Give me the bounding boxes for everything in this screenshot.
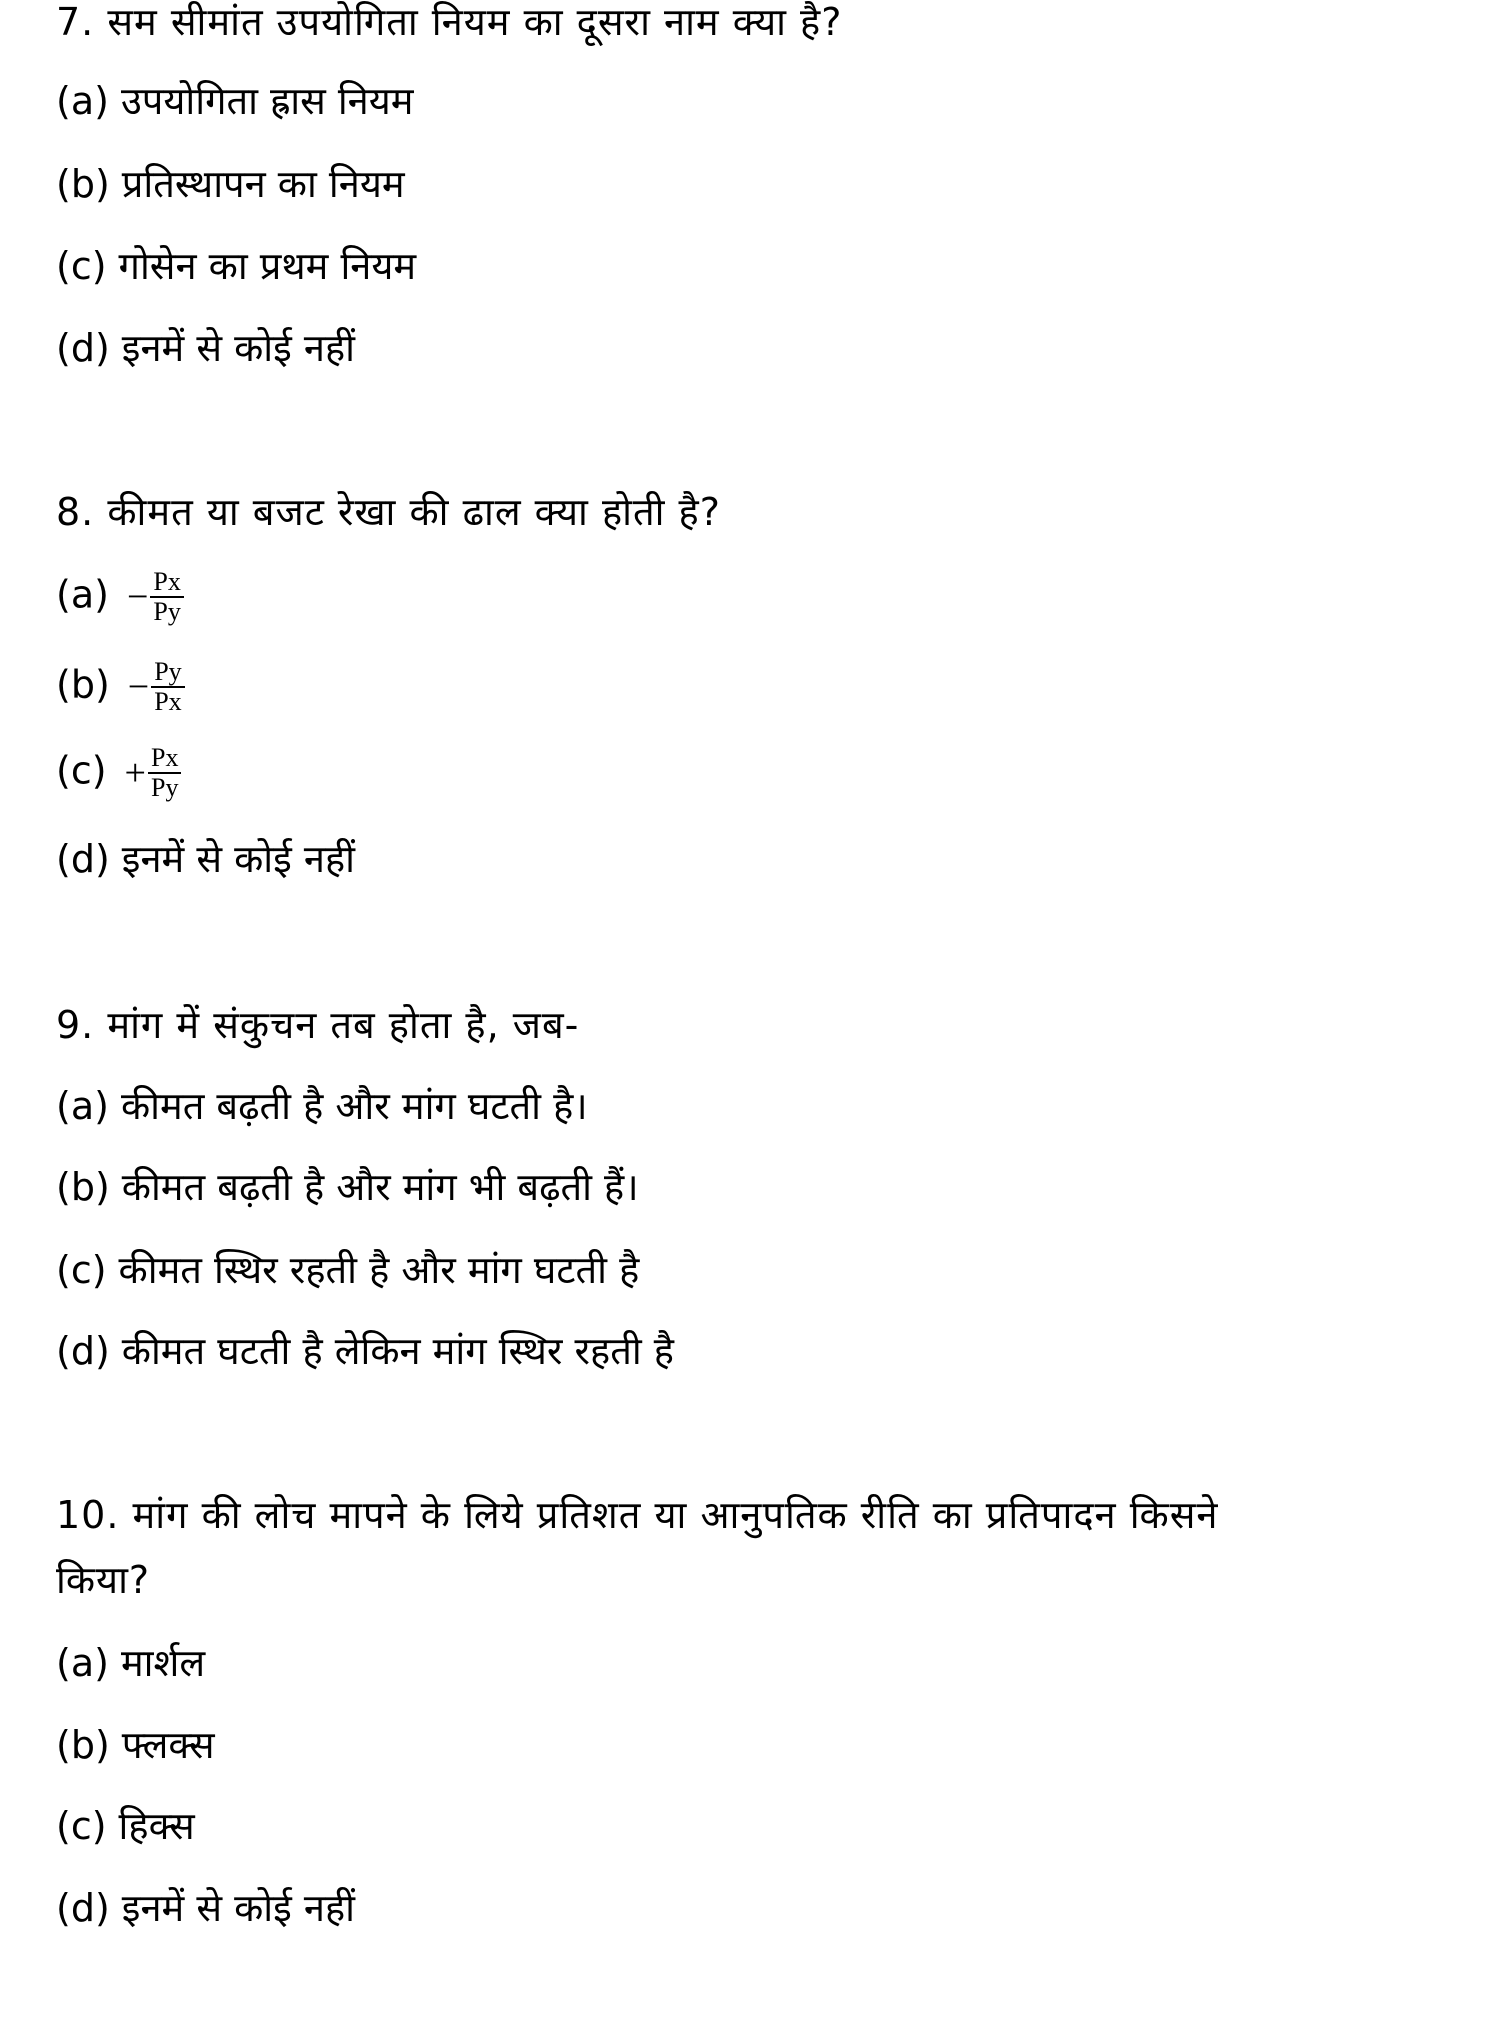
question-7	[56, 0, 842, 46]
option-7a	[56, 77, 414, 125]
question-number: 7.	[56, 0, 95, 44]
option-label: (c)	[56, 748, 107, 793]
option-text: गोसेन का प्रथम नियम	[118, 244, 417, 288]
question-text: सम सीमांत उपयोगिता नियम का दूसरा नाम क्या है?	[107, 0, 843, 44]
option-text: कीमत घटती है लेकिन मांग स्थिर रहती है	[121, 1329, 674, 1373]
option-9d	[56, 1327, 674, 1375]
denominator: Py	[150, 773, 179, 802]
option-label: (d)	[56, 1886, 110, 1930]
option-8d	[56, 835, 355, 883]
question-number: 10.	[56, 1493, 120, 1537]
option-label: (c)	[56, 1248, 107, 1292]
question-9	[56, 1001, 579, 1049]
option-label: (a)	[56, 572, 109, 617]
option-text: इनमें से कोई नहीं	[121, 837, 355, 881]
option-8a	[56, 568, 184, 626]
question-number: 9.	[56, 1003, 95, 1047]
option-10c	[56, 1802, 195, 1850]
question-text: कीमत या बजट रेखा की ढाल क्या होती है?	[107, 490, 721, 534]
option-text: प्रतिस्थापन का नियम	[121, 162, 405, 206]
option-10d	[56, 1884, 355, 1932]
option-7b	[56, 160, 405, 208]
fraction	[151, 658, 184, 716]
numerator: Px	[150, 568, 183, 598]
option-7c	[56, 242, 416, 290]
numerator: Px	[148, 744, 181, 774]
numerator: Py	[151, 658, 184, 688]
option-label: (a)	[56, 79, 109, 123]
option-text: कीमत बढ़ती है और मांग घटती है।	[120, 1084, 588, 1128]
option-text: इनमें से कोई नहीं	[121, 326, 355, 370]
option-10b	[56, 1721, 215, 1769]
option-9a	[56, 1082, 588, 1130]
option-label: (b)	[56, 1723, 110, 1767]
question-number: 8.	[56, 490, 95, 534]
denominator: Py	[153, 597, 181, 626]
fraction	[148, 744, 181, 802]
option-text: मार्शल	[120, 1641, 206, 1685]
option-9c	[56, 1246, 639, 1294]
question-10	[56, 1491, 1219, 1539]
question-text-line1: मांग की लोच मापने के लिये प्रतिशत या आनुपतिक रीति का प्रतिपादन किसने	[132, 1493, 1219, 1537]
fraction	[150, 568, 183, 626]
option-text: कीमत बढ़ती है और मांग भी बढ़ती हैं।	[121, 1165, 639, 1209]
option-label: (d)	[56, 837, 110, 881]
option-text: हिक्स	[118, 1804, 195, 1848]
question-text-line2: किया?	[56, 1558, 151, 1602]
option-text: कीमत स्थिर रहती है और मांग घटती है	[118, 1248, 640, 1292]
option-8b	[56, 658, 185, 716]
option-label: (b)	[56, 662, 110, 707]
option-label: (d)	[56, 1329, 110, 1373]
question-text: मांग में संकुचन तब होता है, जब-	[107, 1003, 580, 1047]
plus-sign: +	[124, 752, 146, 794]
minus-sign: −	[126, 576, 149, 618]
question-10-continued	[56, 1556, 150, 1604]
option-8c	[56, 744, 181, 802]
option-9b	[56, 1163, 639, 1211]
option-7d	[56, 324, 355, 372]
option-label: (c)	[56, 244, 107, 288]
minus-sign: −	[127, 666, 150, 708]
option-label: (b)	[56, 1165, 110, 1209]
option-label: (d)	[56, 326, 110, 370]
option-label: (a)	[56, 1084, 109, 1128]
option-text: फ्लक्स	[121, 1723, 215, 1767]
denominator: Px	[154, 687, 182, 716]
option-label: (c)	[56, 1804, 107, 1848]
option-label: (b)	[56, 162, 110, 206]
option-text: उपयोगिता ह्रास नियम	[120, 79, 414, 123]
option-text: इनमें से कोई नहीं	[121, 1886, 355, 1930]
option-label: (a)	[56, 1641, 109, 1685]
option-10a	[56, 1639, 205, 1687]
question-8	[56, 488, 721, 536]
